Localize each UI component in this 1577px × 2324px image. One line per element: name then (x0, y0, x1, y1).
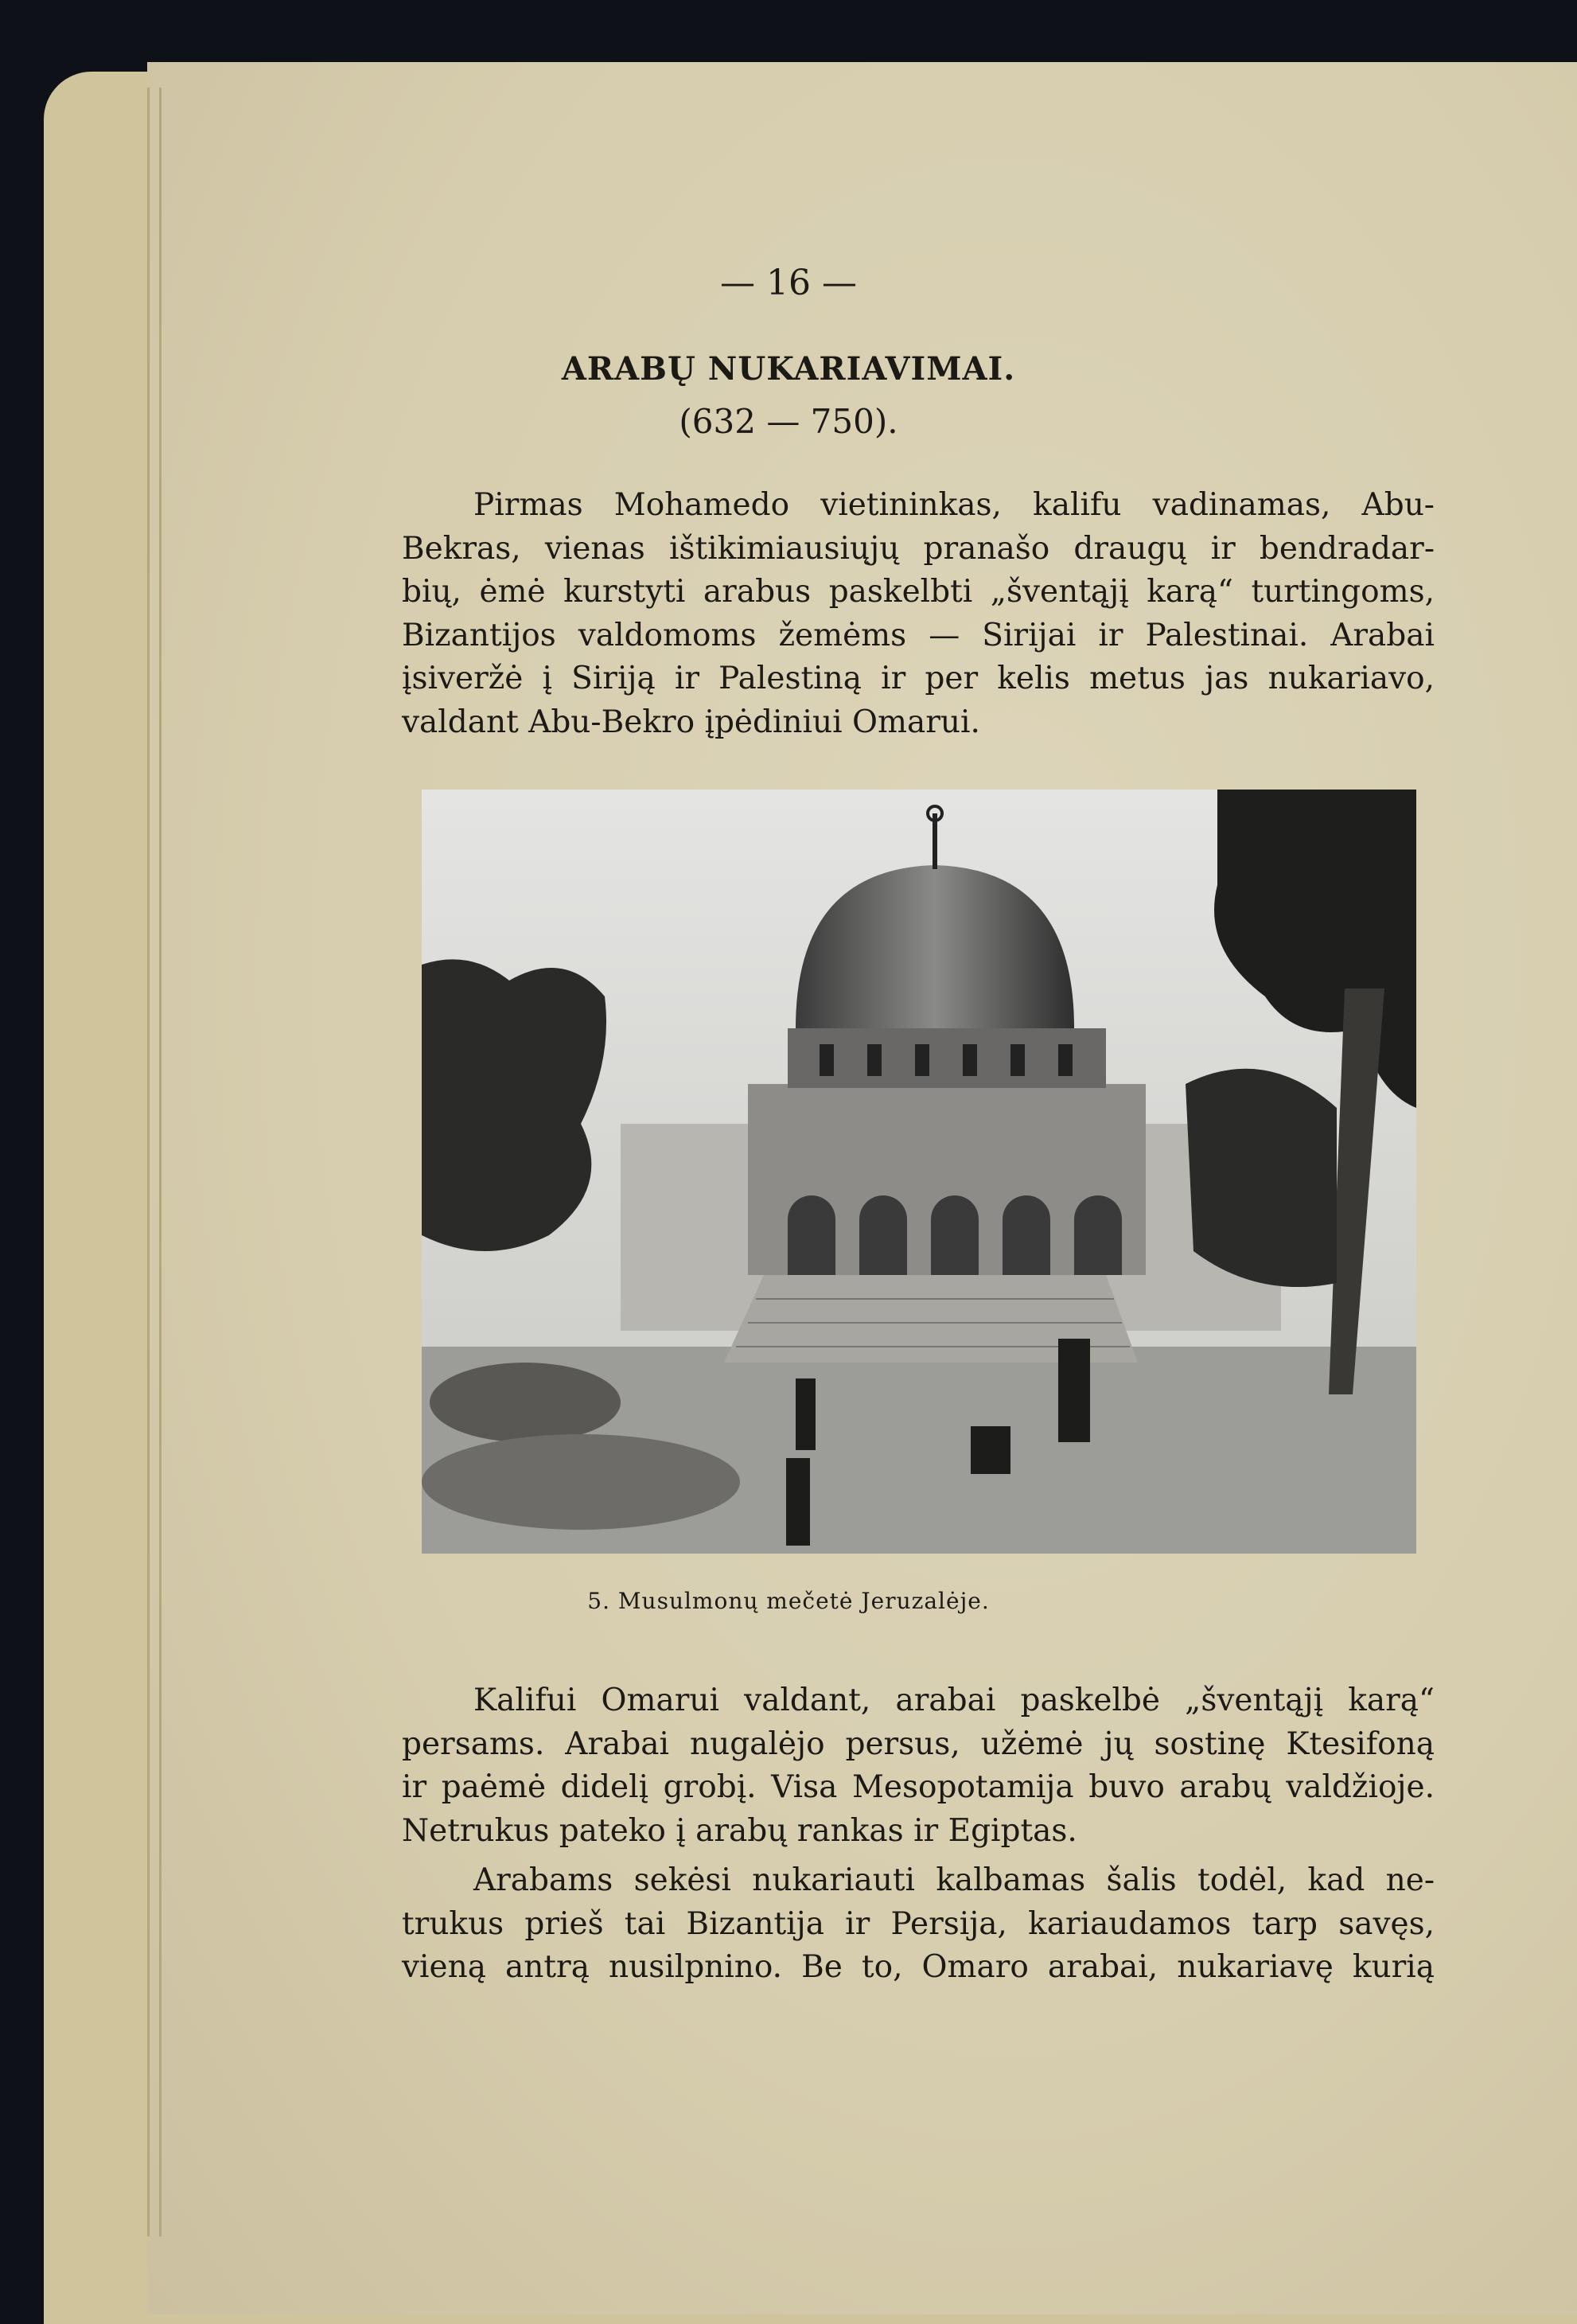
text-line: Arabams sekėsi nukariauti kalbamas šalis todėl, kad ne- (473, 1862, 1435, 1898)
text-line: bių, ėmė kurstyti arabus paskelbti „šventąjį karą“ turtingoms, (402, 574, 1435, 610)
page-number: — 16 — (720, 263, 857, 303)
text-line: ir paėmė didelį grobį. Visa Mesopotamija buvo arabų valdžioje. (402, 1769, 1435, 1805)
text-line: Netrukus pateko į arabų rankas ir Egiptas. (402, 1812, 1077, 1849)
chapter-dates: (632 — 750). (679, 402, 898, 441)
text-line: vieną antrą nusilpnino. Be to, Omaro arabai, nukariavę kurią (402, 1949, 1435, 1985)
text-line: Bekras, vienas ištikimiausiųjų pranašo draugų ir bendradar- (402, 530, 1435, 567)
mosque-photo (422, 790, 1416, 1554)
text-line: įsiveržė į Siriją ir Palestiną ir per kelis metus jas nukariavo, (402, 661, 1435, 696)
chapter-title: ARABŲ NUKARIAVIMAI. (561, 350, 1016, 388)
text-line: persams. Arabai nugalėjo persus, užėmė jų sostinę Ktesifoną (402, 1725, 1435, 1762)
text-line: valdant Abu-Bekro įpėdiniui Omarui. (402, 704, 980, 740)
paragraph-1 (402, 484, 1435, 744)
paragraph-3 (402, 1859, 1435, 1990)
figure-caption: 5. Musulmonų mečetė Jeruzalėje. (587, 1588, 990, 1614)
text-line: trukus prieš tai Bizantija ir Persija, kariaudamos tarp savęs, (402, 1905, 1435, 1942)
text-line: Bizantijos valdomoms žemėms — Sirijai ir Palestinai. Arabai (402, 617, 1435, 653)
text-line: Kalifui Omarui valdant, arabai paskelbė „šventąjį karą“ (473, 1683, 1435, 1718)
paragraph-2 (402, 1679, 1435, 1853)
text-line: Pirmas Mohamedo vietininkas, kalifu vadinamas, Abu- (473, 487, 1435, 523)
